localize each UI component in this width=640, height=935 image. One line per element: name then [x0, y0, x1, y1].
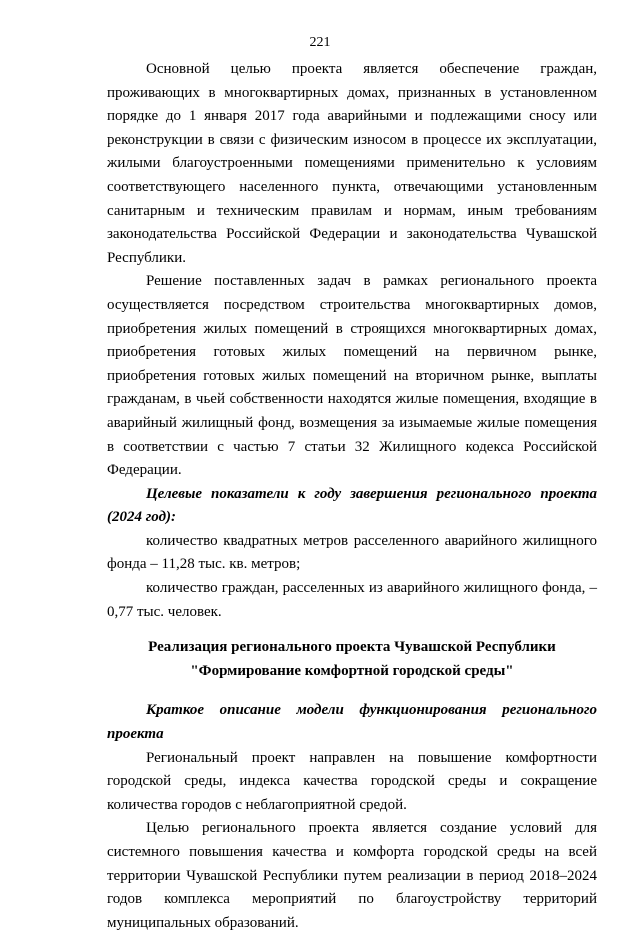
page-number: 221 [309, 35, 331, 50]
paragraph-task-solution: Решение поставленных задач в рамках регионального проекта осуществляется посредством строительства многоквартирных домов, приобретения жилых помещений в строящихся многоквартирных домах, приобретения готовых жилых помещений на первичном рынке, приобретения готовых жилых помещений на вторичном рынке, выплаты гражданам, в чьей собственности находятся жилые помещения, входящие в аварийный жилищный фонд, возмещения за изымаемые жилые помещения в соответствии с частью 7 статьи 32 Жилищного кодекса Российской Федерации. [107, 273, 597, 479]
paragraph-project-aim: Целью регионального проекта является создание условий для системного повышения качества и комфорта городской среды на всей территории Чувашской Республики путем реализации в период 2018–2024 годов комплекса мероприятий по благоустройству территорий муниципальных образований. [107, 820, 597, 931]
targets-heading: Целевые показатели к году завершения регионального проекта (2024 год): [107, 485, 597, 526]
page-body [107, 58, 597, 935]
target-item-square-meters: количество квадратных метров расселенного аварийного жилищного фонда – 11,28 тыс. кв. метров; [107, 532, 597, 573]
target-item-citizens: количество граждан, расселенных из аварийного жилищного фонда, – 0,77 тыс. человек. [107, 580, 597, 620]
section-title-line-1: Реализация регионального проекта Чувашской Республики [148, 639, 556, 656]
paragraph-project-goal: Основной целью проекта является обеспечение граждан, проживающих в многоквартирных домах, признанных в установленном порядке до 1 января 2017 года аварийными и подлежащими сносу или реконструкции в связи с физическим износом в процессе их эксплуатации, жилыми благоустроенными помещениями применительно к условиям соответствующего населенного пункта, отвечающими установленным санитарным и техническим правилам и нормам, иным требованиям законодательства Российской Федерации и законодательства Чувашской Республики. [107, 61, 597, 266]
section-title-line-2: "Формирование комфортной городской среды" [190, 662, 514, 679]
model-heading: Краткое описание модели функционирования регионального проекта [107, 702, 597, 743]
paragraph-project-direction: Региональный проект направлен на повышение комфортности городской среды, индекса качества городской среды и сокращение количества городов с неблагоприятной средой. [107, 749, 597, 813]
